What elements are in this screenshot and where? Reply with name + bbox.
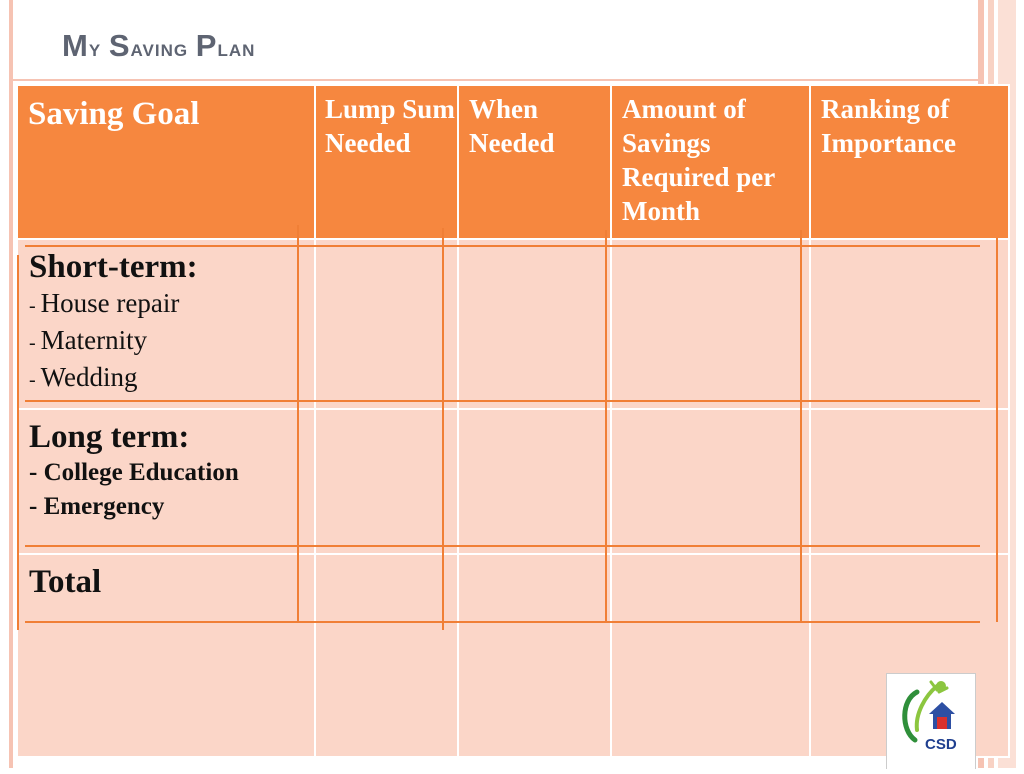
overlay-line-v3 (605, 230, 607, 622)
header-saving-goal: Saving Goal (17, 85, 315, 239)
long-term-cell (17, 409, 315, 554)
list-item: - Emergency (29, 493, 165, 520)
header-amount-per-month: Amount of Savings Required per Month (611, 85, 810, 239)
lump-sum-cell[interactable] (315, 554, 458, 757)
overlay-line-h1 (25, 245, 980, 247)
overlay-line-h4 (25, 621, 980, 623)
overlay-line-h2 (25, 400, 980, 402)
when-needed-cell[interactable] (458, 554, 611, 757)
header-lump-sum: Lump Sum Needed (315, 85, 458, 239)
logo-text: CSD (925, 736, 957, 753)
lump-sum-cell[interactable] (315, 239, 458, 409)
overlay-line-h3 (25, 545, 980, 547)
slide-title: My Saving Plan (62, 28, 256, 63)
amount-cell[interactable] (611, 554, 810, 757)
header-ranking: Ranking of Importance (810, 85, 1009, 239)
short-term-heading: Short-term: (29, 249, 198, 285)
total-label: Total (29, 564, 102, 600)
csd-logo (886, 673, 976, 769)
ranking-cell[interactable] (810, 409, 1009, 554)
overlay-line-v1 (297, 225, 299, 622)
list-item: - House repair (29, 288, 180, 318)
when-needed-cell[interactable] (458, 239, 611, 409)
ranking-cell[interactable] (810, 239, 1009, 409)
table-row (17, 554, 1009, 757)
short-term-cell (17, 239, 315, 409)
overlay-line-v4 (800, 230, 802, 622)
overlay-line-v5 (996, 238, 998, 622)
lump-sum-cell[interactable] (315, 409, 458, 554)
amount-cell[interactable] (611, 409, 810, 554)
slide-frame-left (9, 0, 13, 768)
overlay-line-v2 (442, 228, 444, 630)
list-item: - Wedding (29, 362, 138, 392)
table-header-row (17, 85, 1009, 239)
table-row (17, 409, 1009, 554)
total-cell (17, 554, 315, 757)
header-when-needed: When Needed (458, 85, 611, 239)
title-divider (13, 79, 978, 81)
csd-logo-icon (887, 674, 975, 769)
overlay-line-v0 (17, 255, 19, 630)
table-row (17, 239, 1009, 409)
amount-cell[interactable] (611, 239, 810, 409)
long-term-heading: Long term: (29, 419, 190, 455)
when-needed-cell[interactable] (458, 409, 611, 554)
saving-plan-table (16, 84, 1010, 758)
list-item: - Maternity (29, 325, 148, 355)
list-item: - College Education (29, 459, 239, 486)
